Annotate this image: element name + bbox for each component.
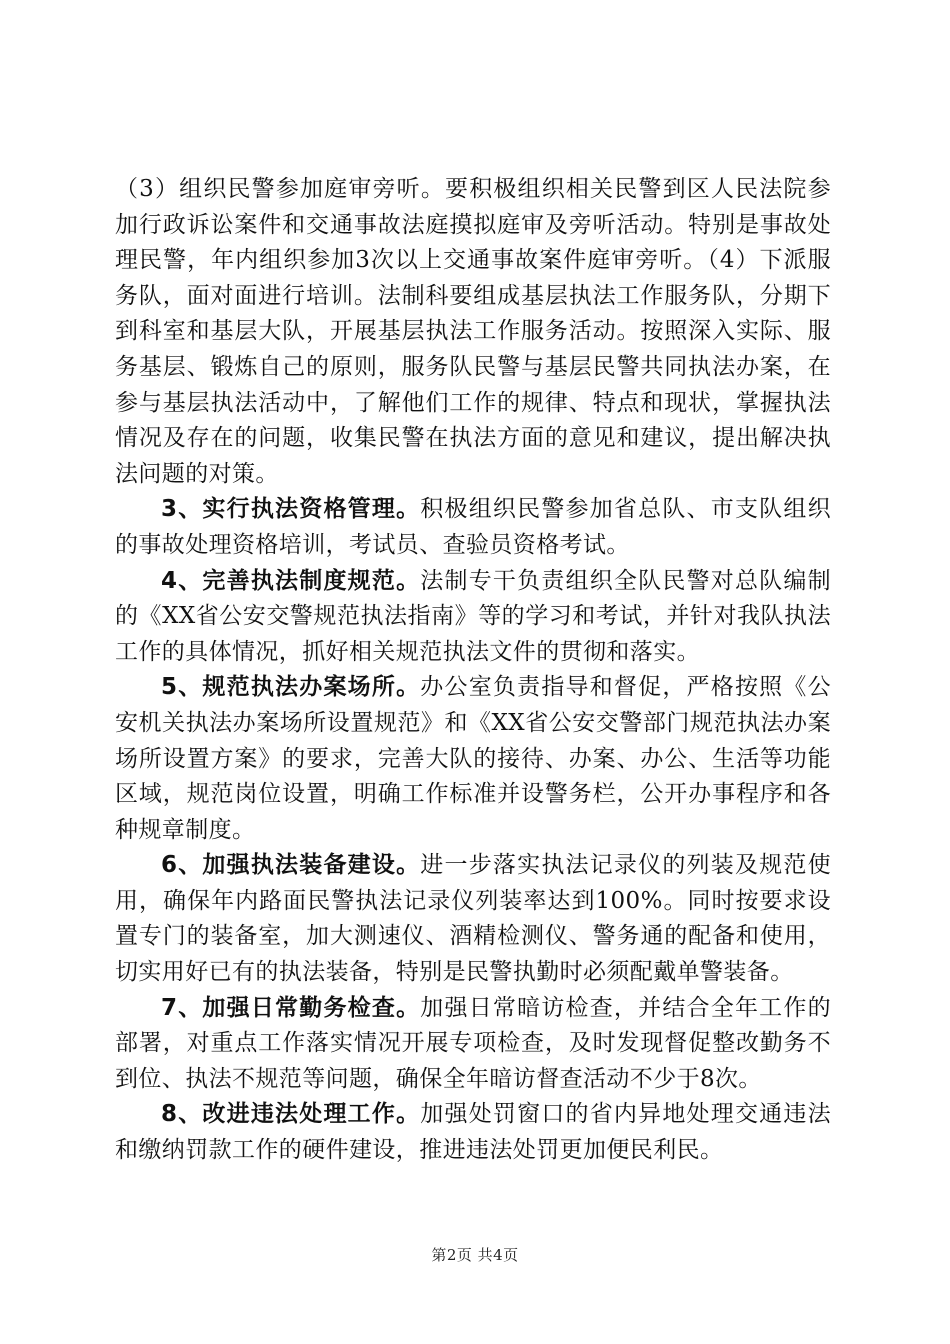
paragraph-4-heading: 5、规范执法办案场所。 <box>161 674 421 701</box>
paragraph-7 <box>115 1097 831 1168</box>
paragraph-4 <box>115 670 831 848</box>
paragraph-4-text: 办公室负责指导和督促，严格按照《公安机关执法办案场所设置规范》和《XX省公安交警部门规范执法办案场所设置方案》的要求，完善大队的接待、办案、办公、生活等功能区域，规范岗位设置，明确工作标准并设警务栏，公开办事程序和各种规章制度。 <box>115 674 831 843</box>
paragraph-7-text: 加强处罚窗口的省内异地处理交通违法和缴纳罚款工作的硬件建设，推进违法处罚更加便民利民。 <box>115 1101 831 1164</box>
paragraph-3-text: 法制专干负责组织全队民警对总队编制的《XX省公安交警规范执法指南》等的学习和考试，并针对我队执法工作的具体情况，抓好相关规范执法文件的贯彻和落实。 <box>115 567 831 665</box>
paragraph-1-text: （3）组织民警参加庭审旁听。要积极组织相关民警到区人民法院参加行政诉讼案件和交通事故法庭摸拟庭审及旁听活动。特别是事故处理民警，年内组织参加3次以上交通事故案件庭审旁听。（4）下派服务队，面对面进行培训。法制科要组成基层执法工作服务队，分期下到科室和基层大队，开展基层执法工作服务活动。按照深入实际、服务基层、锻炼自己的原则，服务队民警与基层民警共同执法办案，在参与基层执法活动中，了解他们工作的规律、特点和现状，掌握执法情况及存在的问题，收集民警在执法方面的意见和建议，提出解决执法问题的对策。 <box>115 176 831 487</box>
paragraph-2-text: 积极组织民警参加省总队、市支队组织的事故处理资格培训，考试员、查验员资格考试。 <box>115 496 831 558</box>
paragraph-2-heading: 3、实行执法资格管理。 <box>161 496 421 523</box>
paragraph-1 <box>115 172 831 492</box>
paragraph-5 <box>115 848 831 990</box>
paragraph-3-heading: 4、完善执法制度规范。 <box>161 567 421 594</box>
paragraph-2 <box>115 492 831 563</box>
paragraph-6 <box>115 991 831 1098</box>
paragraph-6-text: 加强日常暗访检查，并结合全年工作的部署，对重点工作落实情况开展专项检查，及时发现督促整改勤务不到位、执法不规范等问题，确保全年暗访督查活动不少于8次。 <box>115 994 831 1092</box>
paragraph-6-heading: 7、加强日常勤务检查。 <box>161 994 421 1021</box>
paragraph-5-heading: 6、加强执法装备建设。 <box>161 852 421 879</box>
document-body <box>115 172 831 1169</box>
paragraph-7-heading: 8、改进违法处理工作。 <box>161 1101 421 1128</box>
page-footer: 第2页 共4页 <box>431 1246 519 1264</box>
paragraph-3 <box>115 564 831 671</box>
paragraph-5-text: 进一步落实执法记录仪的列装及规范使用，确保年内路面民警执法记录仪列装率达到100%。同时按要求设置专门的装备室，加大测速仪、酒精检测仪、警务通的配备和使用，切实用好已有的执法装备，特别是民警执勤时必须配戴单警装备。 <box>115 852 831 986</box>
